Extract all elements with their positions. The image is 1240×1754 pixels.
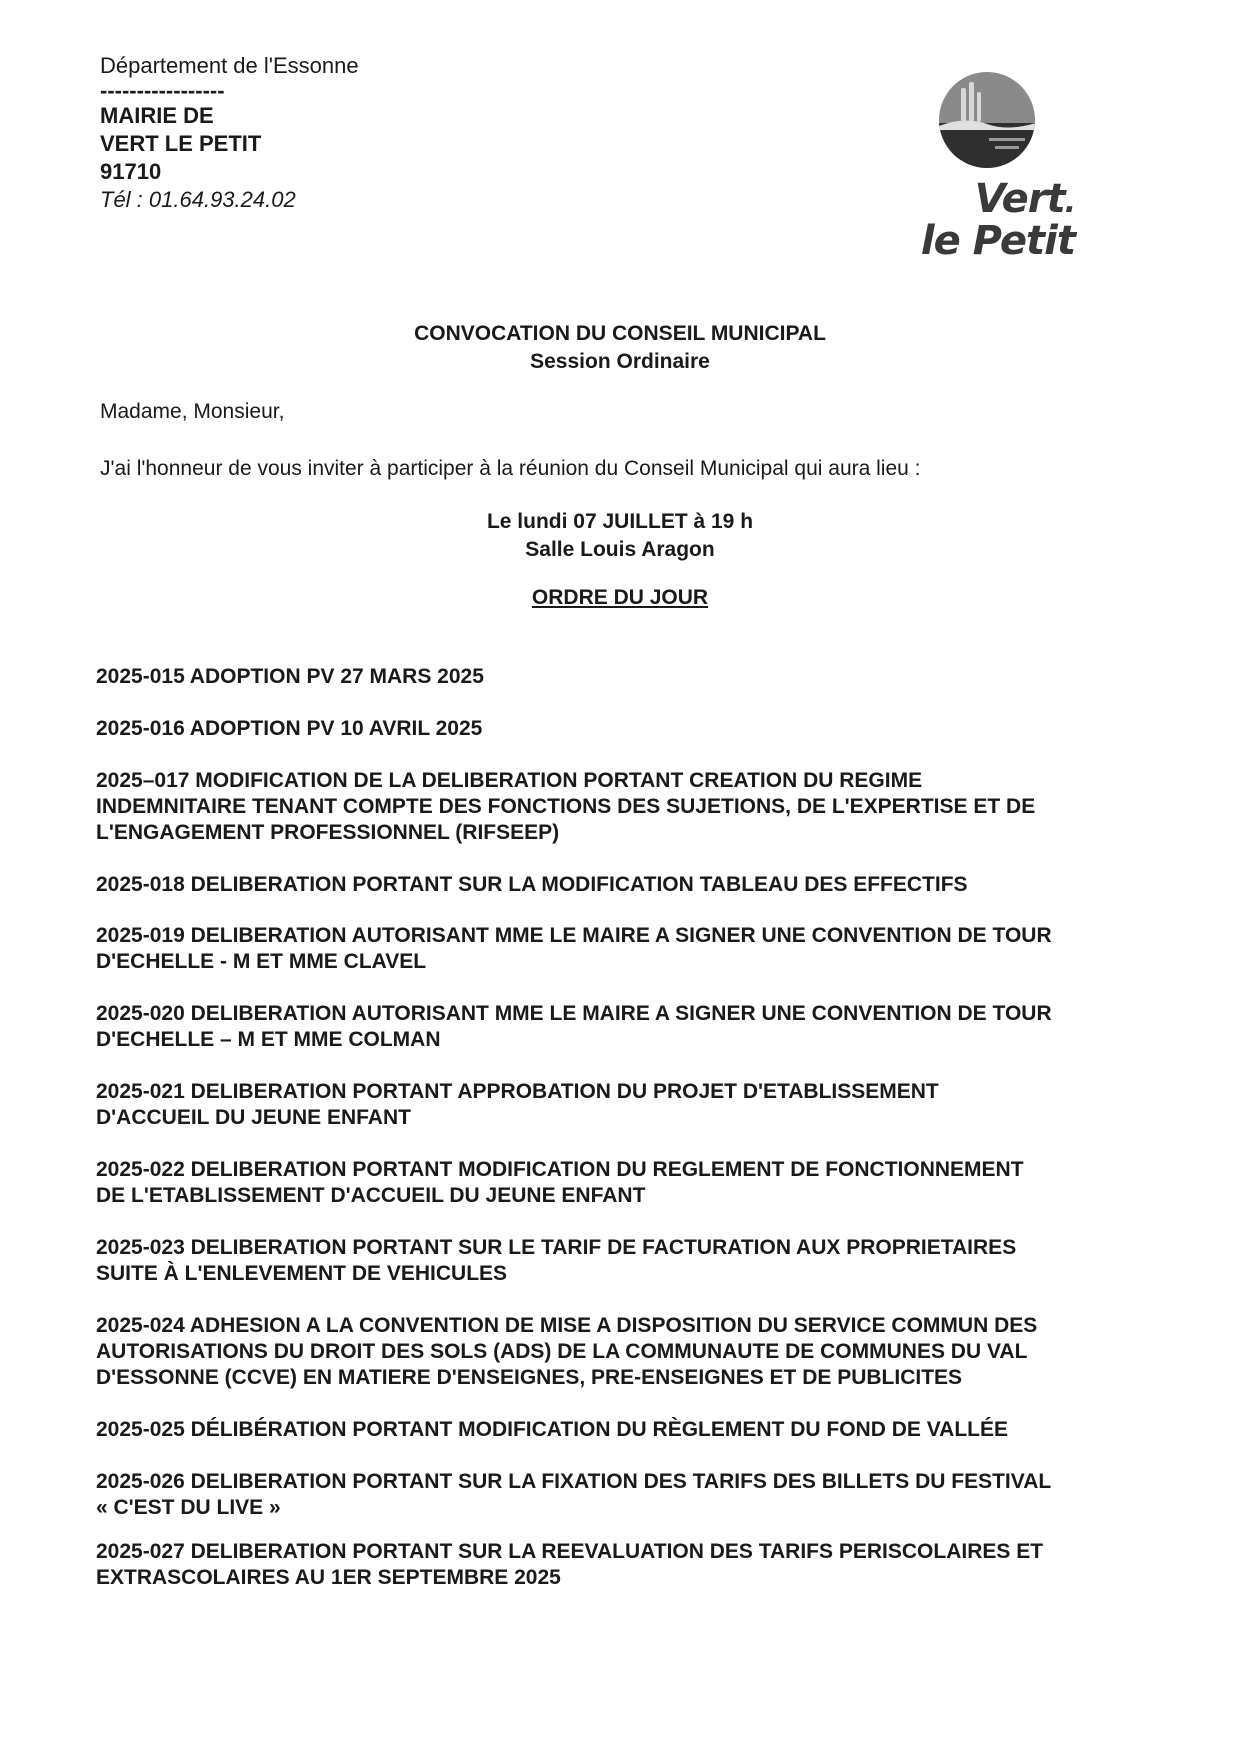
- logo-line1: Vert: [974, 176, 1065, 222]
- header-separator: -----------------: [100, 78, 225, 103]
- agenda-item: 2025-019 DELIBERATION AUTORISANT MME LE MAIRE A SIGNER UNE CONVENTION DE TOUR D'ECHELLE - M ET MME CLAVEL: [96, 924, 1052, 973]
- agenda-item: 2025-026 DELIBERATION PORTANT SUR LA FIXATION DES TARIFS DES BILLETS DU FESTIVAL « C'EST DU LIVE »: [96, 1470, 1052, 1519]
- agenda-heading: [0, 586, 1240, 610]
- meeting-place: Salle Louis Aragon: [525, 538, 715, 561]
- meeting-details: [0, 508, 1240, 564]
- phone-number: Tél : 01.64.93.24.02: [100, 187, 296, 212]
- intro-text: J'ai l'honneur de vous inviter à participer à la réunion du Conseil Municipal qui aura lieu :: [100, 457, 921, 480]
- agenda-heading-text: ORDRE DU JOUR: [531, 586, 709, 609]
- title-session: Session Ordinaire: [530, 350, 710, 373]
- town-name: VERT LE PETIT: [100, 131, 262, 156]
- title-main: CONVOCATION DU CONSEIL MUNICIPAL: [414, 322, 826, 345]
- letterhead: [100, 52, 359, 214]
- mairie-label: MAIRIE DE: [100, 103, 214, 128]
- agenda-list: [96, 664, 1156, 1591]
- agenda-item: 2025-016 ADOPTION PV 10 AVRIL 2025: [96, 717, 483, 740]
- agenda-item: 2025-021 DELIBERATION PORTANT APPROBATION DU PROJET D'ETABLISSEMENT D'ACCUEIL DU JEUNE ENFANT: [96, 1080, 939, 1129]
- agenda-item: 2025-022 DELIBERATION PORTANT MODIFICATION DU REGLEMENT DE FONCTIONNEMENT DE L'ETABLISSEMENT D'ACCUEIL DU JEUNE ENFANT: [96, 1158, 1024, 1207]
- agenda-item: 2025-018 DELIBERATION PORTANT SUR LA MODIFICATION TABLEAU DES EFFECTIFS: [96, 873, 968, 896]
- agenda-item: 2025-023 DELIBERATION PORTANT SUR LE TARIF DE FACTURATION AUX PROPRIETAIRES SUITE À L'ENLEVEMENT DE VEHICULES: [96, 1236, 1017, 1285]
- meeting-date: Le lundi 07 JUILLET à 19 h: [486, 510, 754, 533]
- logo-line2: le Petit: [920, 218, 1075, 264]
- agenda-item: 2025-015 ADOPTION PV 27 MARS 2025: [96, 665, 484, 688]
- document-title: [0, 320, 1240, 376]
- department-label: Département de l'Essonne: [100, 53, 359, 78]
- agenda-item: 2025–017 MODIFICATION DE LA DELIBERATION PORTANT CREATION DU REGIME INDEMNITAIRE TENANT COMPTE DES FONCTIONS DES SUJETIONS, DE L'EXPERTISE ET DE L'ENGAGEMENT PROFESSIONNEL (RIFSEEP): [96, 769, 1036, 844]
- postcode: 91710: [100, 159, 162, 184]
- logo-dot: .: [1064, 185, 1075, 220]
- agenda-item: 2025-020 DELIBERATION AUTORISANT MME LE MAIRE A SIGNER UNE CONVENTION DE TOUR D'ECHELLE – M ET MME COLMAN: [96, 1002, 1052, 1051]
- logo-text: [905, 176, 1075, 264]
- salutation: Madame, Monsieur,: [100, 400, 285, 423]
- logo-emblem-icon: [905, 68, 1075, 178]
- agenda-item: 2025-024 ADHESION A LA CONVENTION DE MISE A DISPOSITION DU SERVICE COMMUN DES AUTORISATIONS DU DROIT DES SOLS (ADS) DE LA COMMUNAUTE DE COMMUNES DU VAL D'ESSONNE (CCVE) EN MATIERE D'ENSEIGNES, PRE-ENSEIGNES ET DE PUBLICITES: [96, 1314, 1038, 1389]
- town-logo: [905, 68, 1075, 268]
- agenda-item: 2025-027 DELIBERATION PORTANT SUR LA REEVALUATION DES TARIFS PERISCOLAIRES ET EXTRASCOLAIRES AU 1ER SEPTEMBRE 2025: [96, 1540, 1044, 1589]
- agenda-item: 2025-025 DÉLIBÉRATION PORTANT MODIFICATION DU RÈGLEMENT DU FOND DE VALLÉE: [96, 1418, 1009, 1441]
